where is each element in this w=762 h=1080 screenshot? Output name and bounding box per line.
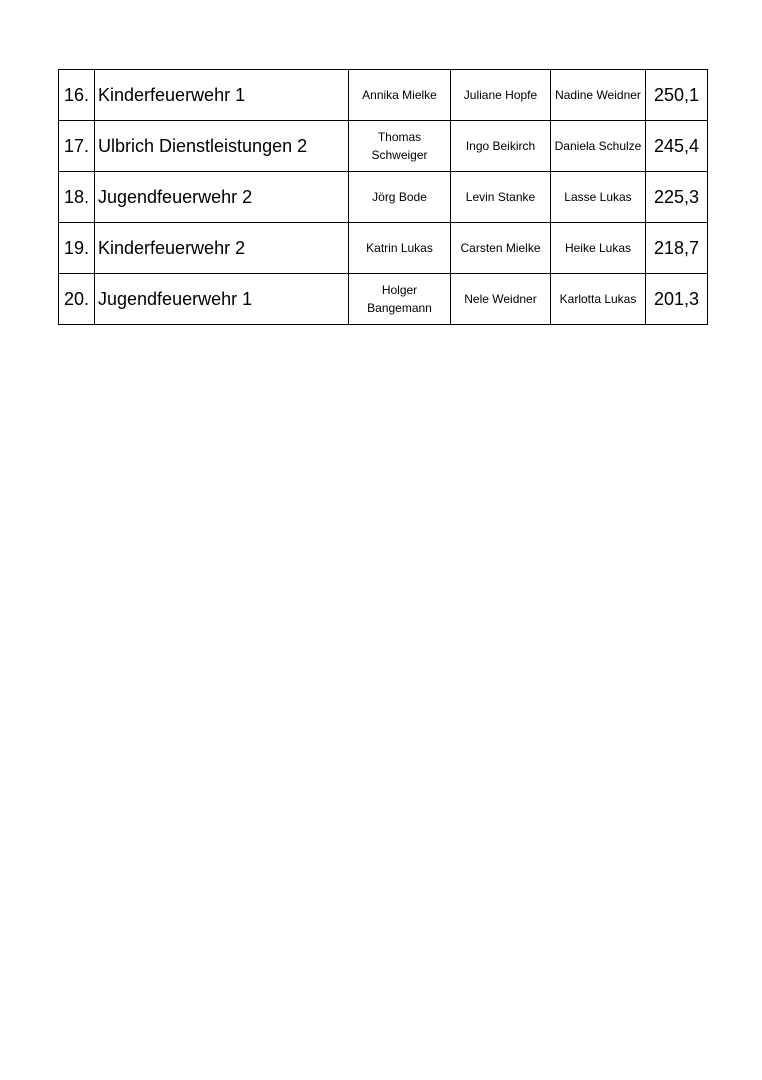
rank-cell: 20. [59, 274, 95, 325]
table-row [59, 274, 708, 325]
member-1-cell: Thomas Schweiger [349, 121, 451, 172]
member-3-cell: Heike Lukas [551, 223, 646, 274]
table-row [59, 70, 708, 121]
member-1-cell: Katrin Lukas [349, 223, 451, 274]
rank-cell: 19. [59, 223, 95, 274]
rank-cell: 17. [59, 121, 95, 172]
table-row [59, 223, 708, 274]
member-1-cell: Holger Bangemann [349, 274, 451, 325]
member-3-cell: Daniela Schulze [551, 121, 646, 172]
score-cell: 245,4 [646, 121, 708, 172]
member-3-cell: Lasse Lukas [551, 172, 646, 223]
rank-cell: 16. [59, 70, 95, 121]
team-name-cell: Kinderfeuerwehr 1 [95, 70, 349, 121]
team-name-cell: Jugendfeuerwehr 1 [95, 274, 349, 325]
member-2-cell: Nele Weidner [451, 274, 551, 325]
member-2-cell: Levin Stanke [451, 172, 551, 223]
team-name-cell: Ulbrich Dienstleistungen 2 [95, 121, 349, 172]
team-name-cell: Jugendfeuerwehr 2 [95, 172, 349, 223]
rank-cell: 18. [59, 172, 95, 223]
results-table [58, 69, 708, 325]
score-cell: 218,7 [646, 223, 708, 274]
table-row [59, 121, 708, 172]
score-cell: 250,1 [646, 70, 708, 121]
member-3-cell: Nadine Weidner [551, 70, 646, 121]
member-3-cell: Karlotta Lukas [551, 274, 646, 325]
member-1-cell: Jörg Bode [349, 172, 451, 223]
team-name-cell: Kinderfeuerwehr 2 [95, 223, 349, 274]
member-1-cell: Annika Mielke [349, 70, 451, 121]
member-2-cell: Juliane Hopfe [451, 70, 551, 121]
score-cell: 225,3 [646, 172, 708, 223]
table-row [59, 172, 708, 223]
member-2-cell: Carsten Mielke [451, 223, 551, 274]
score-cell: 201,3 [646, 274, 708, 325]
member-2-cell: Ingo Beikirch [451, 121, 551, 172]
